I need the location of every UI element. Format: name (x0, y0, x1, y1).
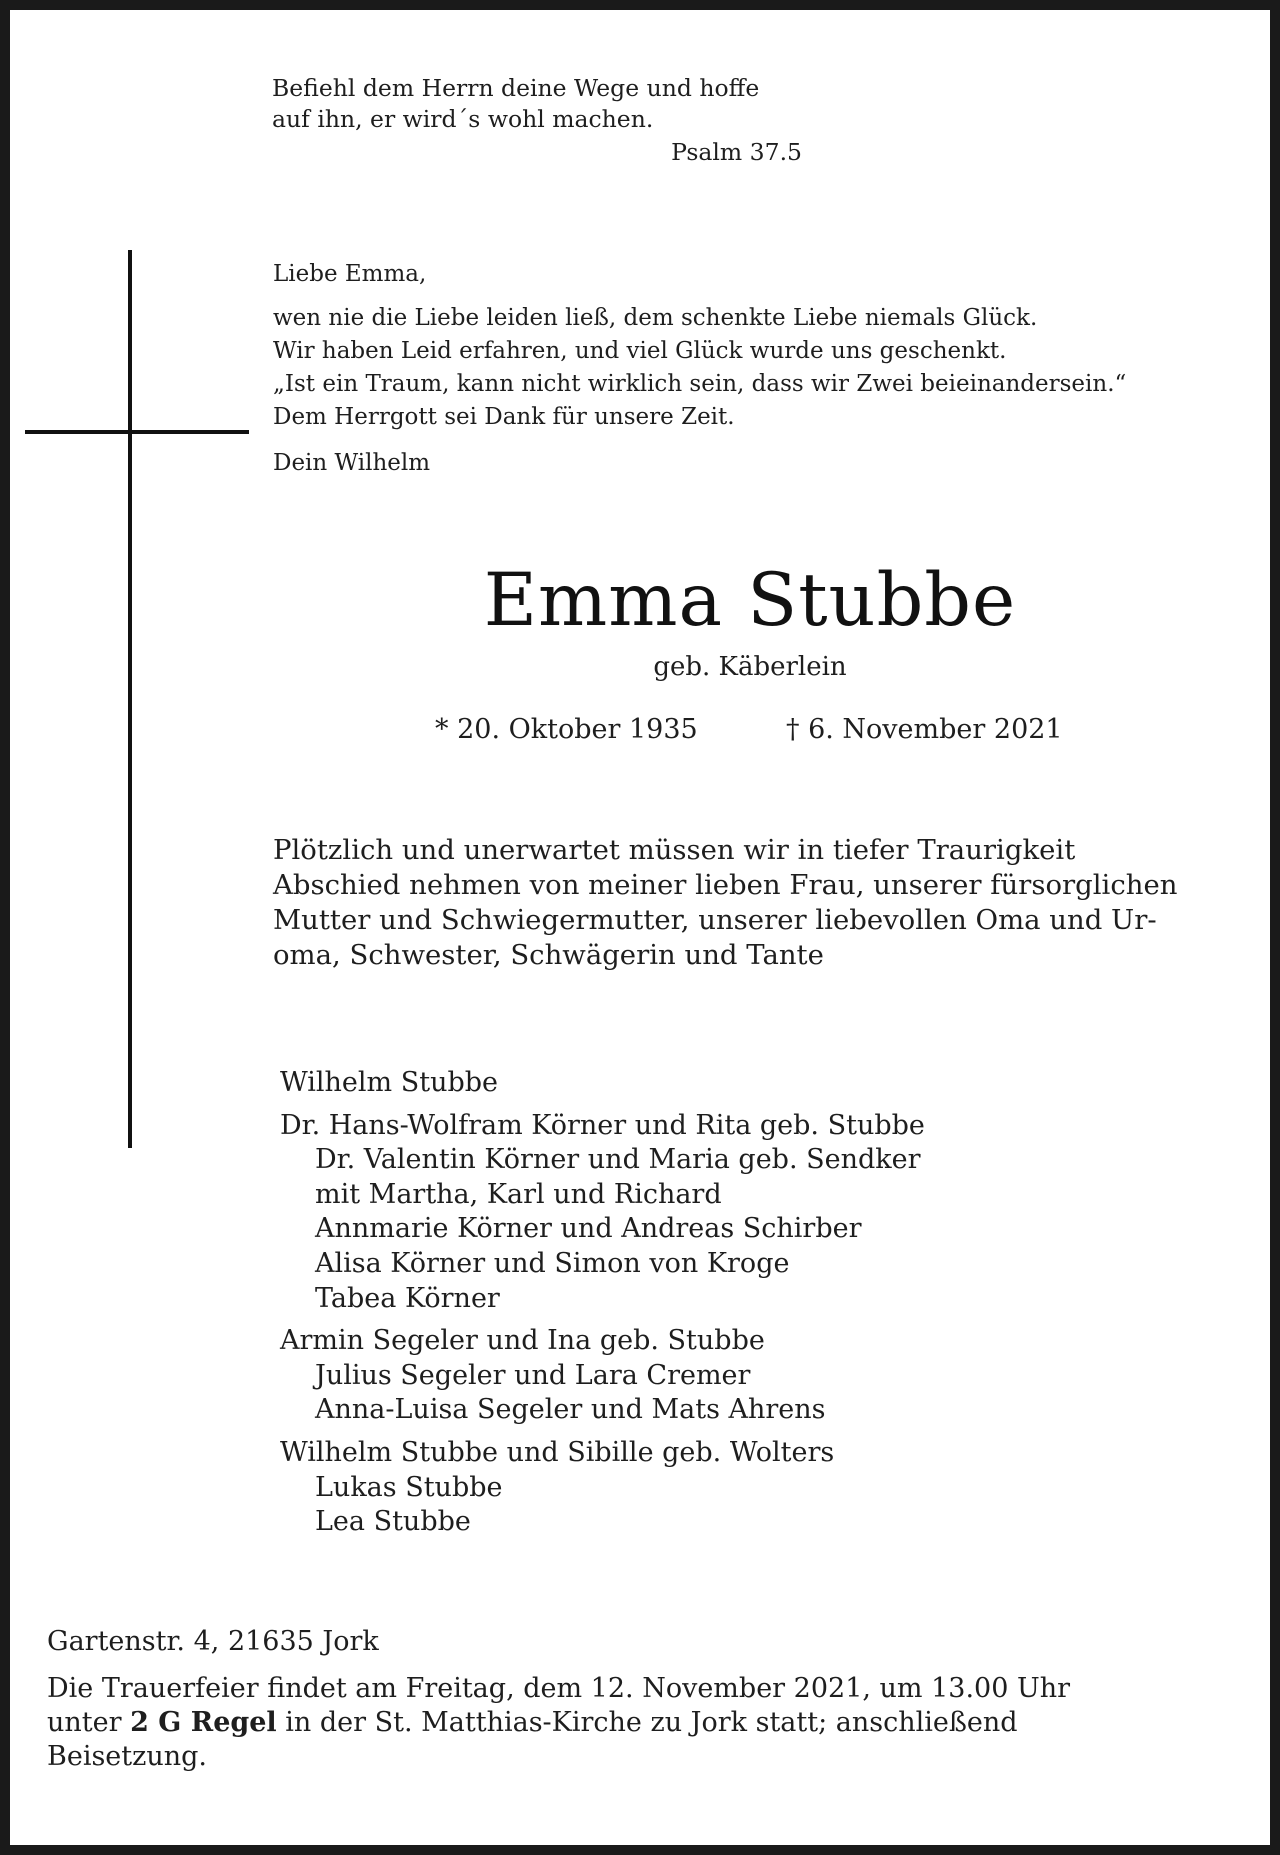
letter-body (273, 302, 1126, 434)
death-date: † 6. November 2021 (786, 714, 1063, 745)
mourner-member: Dr. Valentin Körner und Maria geb. Sendker (315, 1144, 921, 1176)
bible-verse-reference: Psalm 37.5 (671, 138, 802, 166)
bible-verse-line: Befiehl dem Herrn deine Wege und hoffe (272, 74, 760, 102)
mourner-member: Annmarie Körner und Andreas Schirber (315, 1213, 862, 1245)
deceased-birth-name: geb. Käberlein (653, 652, 847, 682)
mourner-group (280, 1324, 925, 1428)
mourner-member: Lea Stubbe (315, 1506, 471, 1538)
funeral-notice-line (47, 1706, 1070, 1740)
letter-salutation: Liebe Emma, (273, 261, 427, 287)
mourner-member: Anna-Luisa Segeler und Mats Ahrens (315, 1394, 826, 1426)
letter-line: „Ist ein Traum, kann nicht wirklich sein, dass wir Zwei beieinandersein.“ (273, 371, 1127, 397)
cross-vertical-bar (128, 250, 132, 1148)
funeral-rule-emphasis: 2 G Regel (130, 1707, 277, 1738)
announcement-line: Plötzlich und unerwartet müssen wir in tiefer Traurigkeit (273, 834, 1076, 866)
funeral-notice-line: Die Trauerfeier findet am Freitag, dem 12. November 2021, um 13.00 Uhr (47, 1673, 1071, 1704)
mourner-member: mit Martha, Karl und Richard (315, 1178, 722, 1210)
mourner-member: Alisa Körner und Simon von Kroge (315, 1247, 790, 1279)
funeral-notice-line: Beisetzung. (47, 1741, 208, 1772)
mourner-head: Armin Segeler und Ina geb. Stubbe (280, 1325, 765, 1357)
letter-line: Wir haben Leid erfahren, und viel Glück wurde uns geschenkt. (273, 338, 1007, 364)
announcement-line: Mutter und Schwiegermutter, unserer liebevollen Oma und Ur- (273, 904, 1157, 936)
mourners-list (280, 1066, 925, 1548)
cross-horizontal-bar (25, 430, 249, 434)
mourner-head: Dr. Hans-Wolfram Körner und Rita geb. Stubbe (280, 1109, 925, 1141)
funeral-notice (47, 1672, 1070, 1774)
mourner-group (280, 1066, 925, 1101)
mourner-member: Julius Segeler und Lara Cremer (315, 1359, 751, 1391)
mourner-group (280, 1109, 925, 1317)
deceased-name: Emma Stubbe (483, 558, 1017, 643)
bible-verse (272, 73, 759, 135)
letter-signature: Dein Wilhelm (273, 450, 431, 476)
family-address: Gartenstr. 4, 21635 Jork (47, 1626, 379, 1657)
letter-line: Dem Herrgott sei Dank für unsere Zeit. (273, 404, 735, 430)
funeral-notice-suffix: in der St. Matthias-Kirche zu Jork statt; anschließend (276, 1707, 1018, 1738)
mourner-member: Tabea Körner (315, 1282, 500, 1314)
mourner-member: Lukas Stubbe (315, 1471, 503, 1503)
announcement-line: Abschied nehmen von meiner lieben Frau, unserer fürsorglichen (273, 869, 1178, 901)
announcement-line: oma, Schwester, Schwägerin und Tante (273, 939, 824, 971)
birth-date: * 20. Oktober 1935 (435, 714, 698, 745)
mourner-head: Wilhelm Stubbe (280, 1067, 499, 1098)
mourner-head: Wilhelm Stubbe und Sibille geb. Wolters (280, 1436, 835, 1468)
announcement-text (273, 833, 1177, 973)
funeral-notice-prefix: unter (47, 1707, 131, 1738)
mourner-group (280, 1436, 925, 1540)
letter-line: wen nie die Liebe leiden ließ, dem schenkte Liebe niemals Glück. (273, 305, 1038, 331)
bible-verse-line: auf ihn, er wird´s wohl machen. (272, 105, 654, 133)
